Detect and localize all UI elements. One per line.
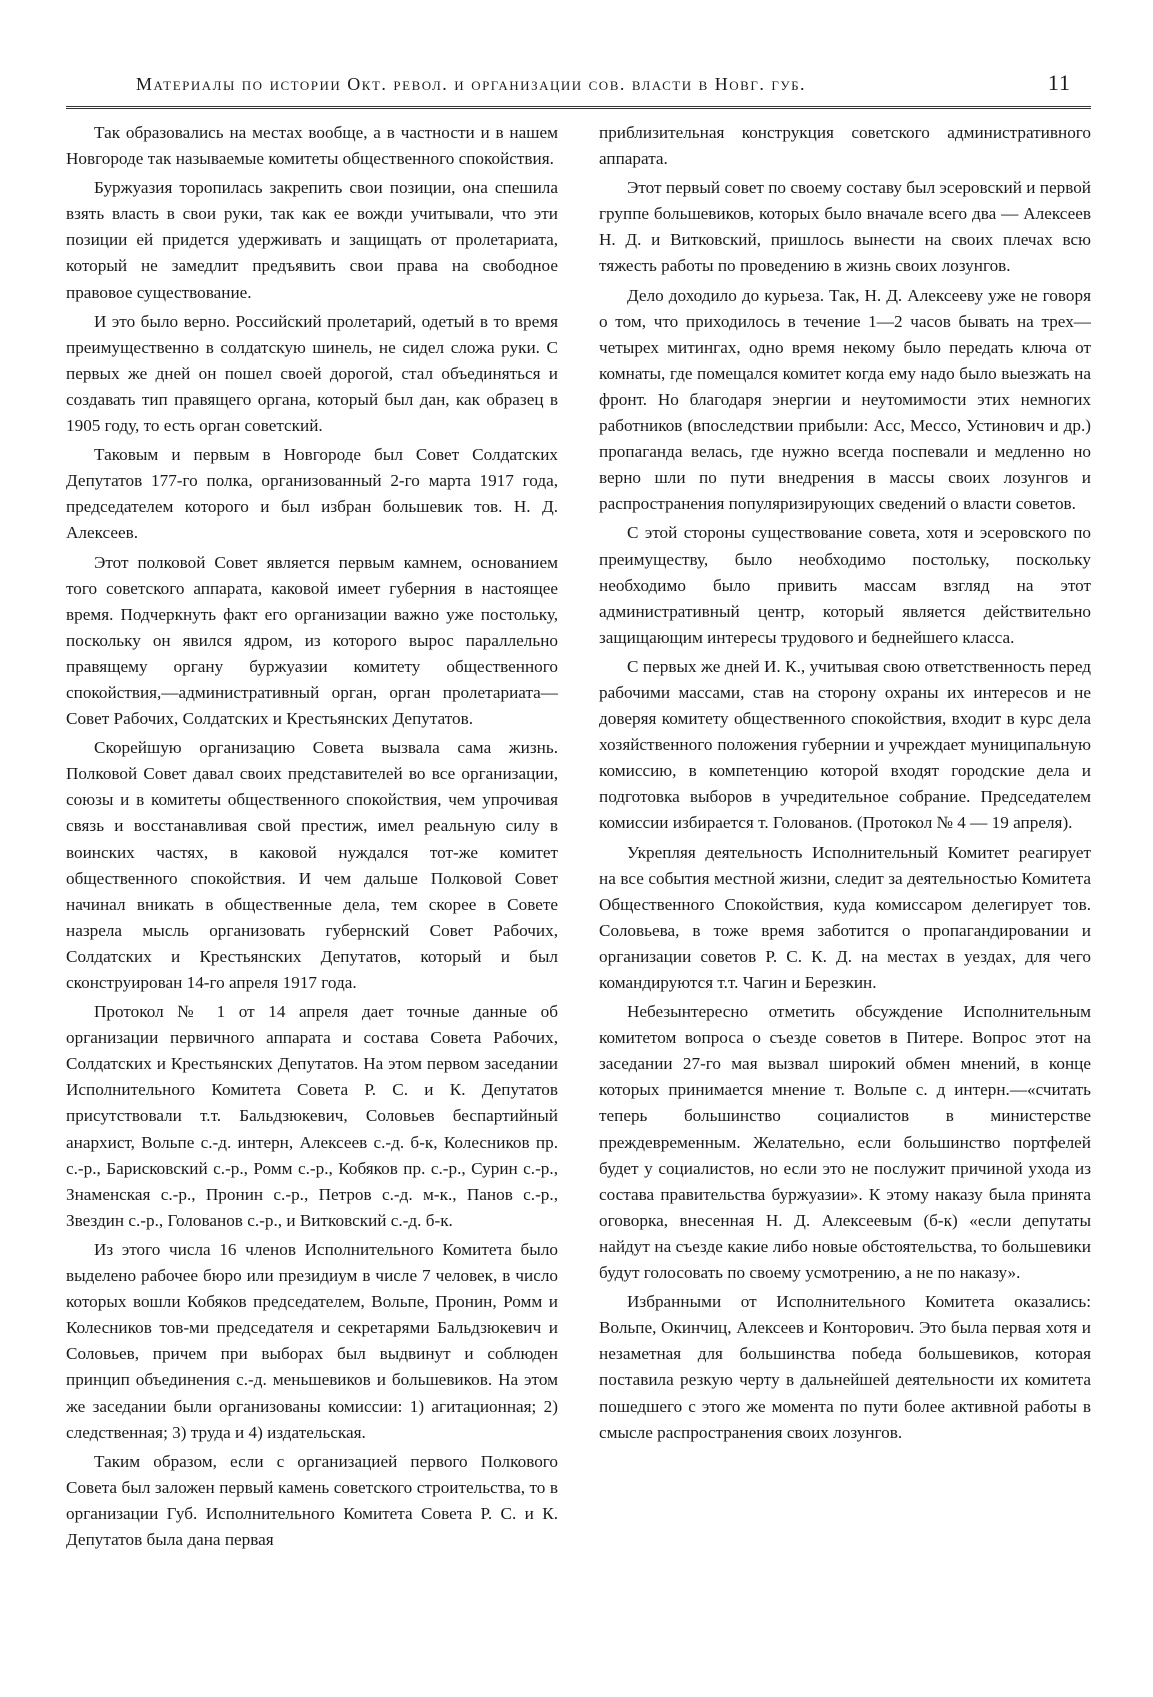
running-head	[66, 70, 1091, 109]
paragraph: Небезынтересно отметить обсуждение Исполнительным комитетом вопроса о съезде советов в Питере. Вопрос этот на заседании 27-го мая вызвал широкий обмен мнений, в конце которых принимается мнение т. Вольпе с. д интерн.—«считать теперь большинство социалистов в министерстве преждевременным. Желательно, если большинство портфелей будет у социалистов, но если это не послужит причиной ухода из состава правительства буржуазии». К этому наказу была принята оговорка, внесенная Н. Д. Алексеевым (б-к) «если депутаты найдут на съезде какие либо новые обстоятельства, то большевики будут голосовать по своему усмотрению, а не по наказу».	[599, 1002, 1091, 1283]
paragraph: И это было верно. Российский пролетарий, одетый в то время преимущественно в солдатскую шинель, не сидел сложа руки. С первых же дней он пошел своей дорогой, стал объединяться и создавать тип правящего органа, который был дан, как образец в 1905 году, то есть орган советский.	[66, 311, 558, 436]
paragraph-continuation: приблизительная конструкция советского административного аппарата.	[599, 123, 1091, 169]
paragraph: Буржуазия торопилась закрепить свои позиции, она спешила взять власть в свои руки, так как ее вожди учитывали, что эти позиции ей придется удерживать и защищать от пролетариата, который не замедлит предъявить свои права на свободное правовое существование.	[66, 178, 558, 302]
paragraph: Таким образом, если с организацией первого Полкового Совета был заложен первый камень советского строительства, то в организации Губ. Исполнительного Комитета Совета Р. С. и К. Депутатов была дана первая	[66, 1451, 558, 1549]
paragraph: Укрепляя деятельность Исполнительный Комитет реагирует на все события местной жизни, следит за деятельностью Комитета Общественного Спокойствия, куда комиссаром делегирует тов. Соловьева, в тоже время заботится о пропагандировании и организации советов Р. С. К. Д. на местах в уездах, для чего командируются т.т. Чагин и Березкин.	[599, 842, 1091, 992]
paragraph: Дело доходило до курьеза. Так, Н. Д. Алексееву уже не говоря о том, что приходилось в течение 1—2 часов бывать на трех—четырех митингах, одно время некому было передать ключа от комнаты, где помещался комитет когда ему надо было выезжать на фронт. Но благодаря энергии и неутомимости этих немногих работников (впоследствии прибыли: Асс, Мессо, Устинович и др.) пропаганда велась, где нужно всегда поспевали и медленно но верно шли по пути внедрения в массы своих лозунгов и распространения популяризирующих сведений о власти советов.	[599, 285, 1091, 514]
page-number: 11	[1047, 70, 1071, 95]
paragraph: Скорейшую организацию Совета вызвала сама жизнь. Полковой Совет давал своих представителей во все организации, союзы и в комитеты общественного спокойствия, чем упрочивая связь и восстанавливая свой престиж, имел реальную силу в воинских частях, в каковой нуждался тот-же комитет общественного спокойствия. И чем дальше Полковой Совет начинал вникать в общественные дела, тем скорее в Совете назрела мысль организовать губернский Совет Рабочих, Солдатских и Крестьянских Депутатов, который и был сконструирован 14-го апреля 1917 года.	[66, 738, 558, 992]
left-column	[66, 120, 558, 1657]
paragraph: Этот полковой Совет является первым камнем, основанием того советского аппарата, каковой имеет губерния в настоящее время. Подчеркнуть факт его организации важно уже постольку, поскольку он явился ядром, из которого вырос параллельно правящему органу буржуазии комитету общественного спокойствия,—административный орган, орган пролетариата—Совет Рабочих, Солдатских и Крестьянских Депутатов.	[66, 552, 558, 729]
paragraph: Этот первый совет по своему составу был эсеровский и первой группе большевиков, которых было вначале всего два — Алексеев Н. Д. и Витковский, пришлось вынести на своих плечах всю тяжесть работы по проведению в жизнь своих лозунгов.	[599, 178, 1091, 276]
paragraph: Протокол № 1 от 14 апреля дает точные данные об организации первичного аппарата и состава Совета Рабочих, Солдатских и Крестьянских Депутатов. На этом первом заседании Исполнительного Комитета Совета Р. С. и К. Депутатов присутствовали т.т. Бальдзюкевич, Соловьев беспартийный анархист, Вольпе с.-д. интерн, Алексеев с.-д. б-к, Колесников пр. с.-р., Барисковский с.-р., Ромм с.-р., Кобяков пр. с.-р., Сурин с.-р., Знаменская с.-р., Пронин с.-р., Петров с.-д. м-к., Панов с.-р., Звездин с.-р., Голованов с.-р., и Витковский с.-д. б-к.	[66, 1002, 558, 1230]
text-columns	[66, 120, 1091, 1657]
paragraph: Избранными от Исполнительного Комитета оказались: Вольпе, Окинчиц, Алексеев и Конторович. Это была первая хотя и незаметная для большинства победа большевиков, которая поставила резкую черту в дальнейшей деятельности их комитета пошедшего с этого же момента по пути более активной работы в смысле распространения своих лозунгов.	[599, 1292, 1091, 1442]
right-column	[599, 120, 1091, 1657]
paragraph: Так образовались на местах вообще, а в частности и в нашем Новгороде так называемые комитеты общественного спокойствия.	[66, 123, 558, 169]
paragraph: С этой стороны существование совета, хотя и эсеровского по преимуществу, было необходимо постольку, поскольку необходимо было привить массам взгляд на этот административный центр, который является действительно защищающим интересы трудового и беднейшего класса.	[599, 523, 1091, 647]
paragraph: С первых же дней И. К., учитывая свою ответственность перед рабочими массами, став на сторону охраны их интересов и не доверяя комитету общественного спокойствия, входит в курс дела хозяйственного положения губернии и учреждает муниципальную комиссию, в компетенцию которой входят городские дела и подготовка выборов в учредительное собрание. Председателем комиссии избирается т. Голованов. (Протокол № 4 — 19 апреля).	[599, 656, 1091, 833]
paragraph: Из этого числа 16 членов Исполнительного Комитета было выделено рабочее бюро или президиум в числе 7 человек, в число которых вошли Кобяков председателем, Вольпе, Пронин, Ромм и Колесников тов-ми председателя и секретарями Бальдзюкевич и Соловьев, причем при выборах был выдвинут и соблюден принцип объединения с.-д. меньшевиков и большевиков. На этом же заседании были организованы комиссии: 1) агитационная; 2) следственная; 3) труда и 4) издательская.	[66, 1239, 558, 1442]
paragraph: Таковым и первым в Новгороде был Совет Солдатских Депутатов 177-го полка, организованный 2-го марта 1917 года, председателем которого и был избран большевик тов. Н. Д. Алексеев.	[66, 445, 558, 543]
running-title: Материалы по истории Окт. револ. и организации сов. власти в Новг. губ.	[136, 74, 807, 94]
